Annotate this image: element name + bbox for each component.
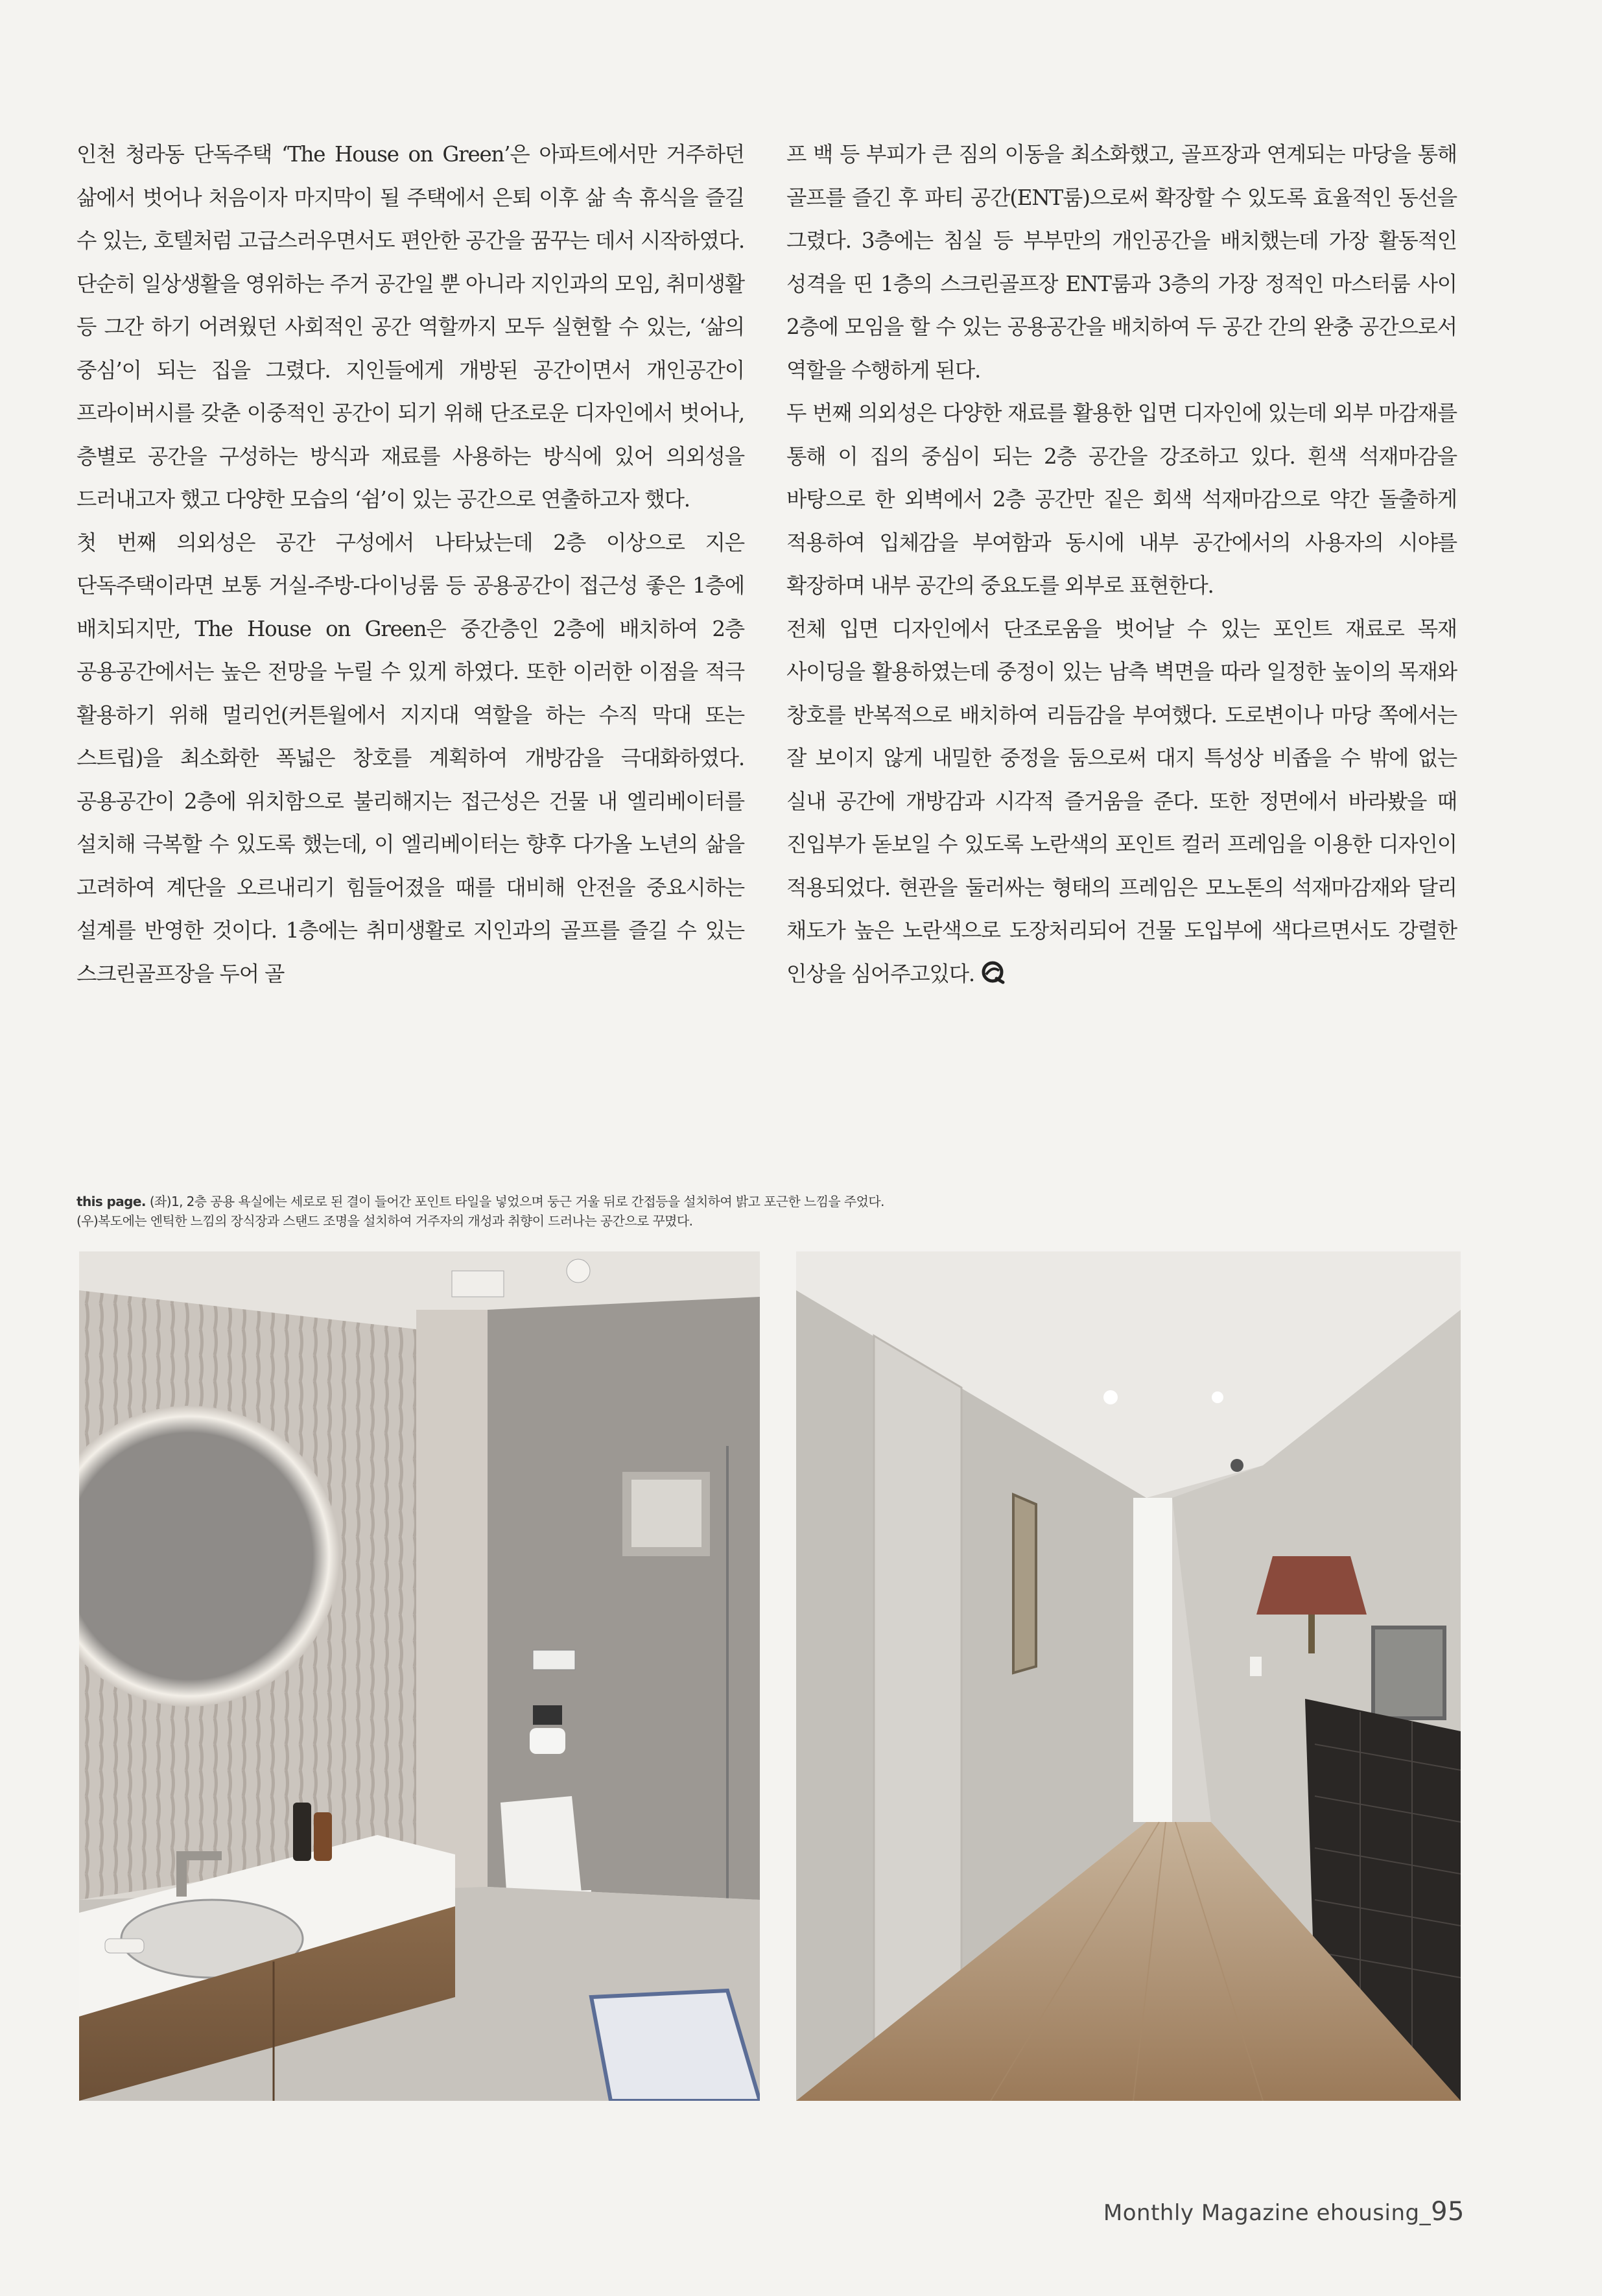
hallway-photo — [796, 1251, 1461, 2101]
folio-separator: _ — [1419, 2200, 1431, 2226]
photo-caption — [77, 1192, 1457, 1231]
caption-line: (우)복도에는 엔틱한 느낌의 장식장과 스탠드 조명을 설치하여 거주자의 개성과 취향이 드러나는 공간으로 꾸몄다. — [77, 1213, 693, 1229]
bathroom-photo — [79, 1251, 760, 2101]
caption-line: (좌)1, 2층 공용 욕실에는 세로로 된 결이 들어간 포인트 타일을 넣었으며 둥근 거울 뒤로 간접등을 설치하여 밝고 포근한 느낌을 주었다. — [149, 1194, 884, 1209]
page-folio — [1103, 2197, 1465, 2227]
article-paragraph-last — [786, 608, 1457, 996]
article-paragraph: 프 백 등 부피가 큰 짐의 이동을 최소화했고, 골프장과 연계되는 마당을 통해 골프를 즐긴 후 파티 공간(ENT룸)으로써 확장할 수 있도록 효율적인 동선을 그렸다. 3층에는 침실 등 부부만의 개인공간을 배치했는데 가장 활동적인 성격을 띤 1층의 스크린골프장 ENT룸과 3층의 가장 정적인 마스터룸 사이 2층에 모임을 할 수 있는 공용공간을 배치하여 두 공간 간의 완충 공간으로서 역할을 수행하게 된다. — [786, 142, 1457, 383]
magazine-name: Monthly Magazine ehousing — [1103, 2200, 1420, 2226]
caption-lead: this page. — [77, 1194, 146, 1209]
article-paragraph: 두 번째 의외성은 다양한 재료를 활용한 입면 디자인에 있는데 외부 마감재를 통해 이 집의 중심이 되는 2층 공간을 강조하고 있다. 흰색 석재마감을 바탕으로 한 외벽에서 2층 공간만 짙은 회색 석재마감으로 약간 돌출하게 적용하여 입체감을 부여함과 동시에 내부 공간에서의 사용자의 시야를 확장하며 내부 공간의 중요도를 외부로 표현한다. — [786, 401, 1457, 598]
hallway-illustration — [796, 1251, 1461, 2101]
article-paragraph: 인천 청라동 단독주택 ‘The House on Green’은 아파트에서만 거주하던 삶에서 벗어나 처음이자 마지막이 될 주택에서 은퇴 이후 삶 속 휴식을 즐길 수 있는, 호텔처럼 고급스러우면서도 편안한 공간을 꿈꾸는 데서 시작하였다. 단순히 일상생활을 영위하는 주거 공간일 뿐 아니라 지인과의 모임, 취미생활 등 그간 하기 어려웠던 사회적인 공간 역할까지 모두 실현할 수 있는, ‘삶의 중심’이 되는 집을 그렸다. 지인들에게 개방된 공간이면서 개인공간이 프라이버시를 갖춘 이중적인 공간이 되기 위해 단조로운 디자인에서 벗어나, 층별로 공간을 구성하는 방식과 재료를 사용하는 방식에 있어 의외성을 드러내고자 했고 다양한 모습의 ‘쉼’이 있는 공간으로 연출하고자 했다. — [77, 142, 744, 512]
article-right-column — [786, 133, 1457, 995]
magazine-end-mark-icon — [980, 956, 1006, 982]
article-paragraph: 첫 번째 의외성은 공간 구성에서 나타났는데 2층 이상으로 지은 단독주택이라면 보통 거실-주방-다이닝룸 등 공용공간이 접근성 좋은 1층에 배치되지만, The House on Green은 중간층인 2층에 배치하여 2층 공용공간에서는 높은 전망을 누릴 수 있게 하였다. 또한 이러한 이점을 적극 활용하기 위해 멀리언(커튼월에서 지지대 역할을 하는 수직 막대 또는 스트립)을 최소화한 폭넓은 창호를 계획하여 개방감을 극대화하였다. 공용공간이 2층에 위치함으로 불리해지는 접근성은 건물 내 엘리베이터를 설치해 극복할 수 있도록 했는데, 이 엘리베이터는 향후 다가올 노년의 삶을 고려하여 계단을 오르내리기 힘들어졌을 때를 대비해 안전을 중요시하는 설계를 반영한 것이다. 1층에는 취미생활로 지인과의 골프를 즐길 수 있는 스크린골프장을 두어 골 — [77, 530, 744, 986]
article-paragraph: 전체 입면 디자인에서 단조로움을 벗어날 수 있는 포인트 재료로 목재 사이딩을 활용하였는데 중정이 있는 남측 벽면을 따라 일정한 높이의 목재와 창호를 반복적으로 배치하여 리듬감을 부여했다. 도로변이나 마당 쪽에서는 잘 보이지 않게 내밀한 중정을 둠으로써 대지 특성상 비좁을 수 밖에 없는 실내 공간에 개방감과 시각적 즐거움을 준다. 또한 정면에서 바라봤을 때 진입부가 돋보일 수 있도록 노란색의 포인트 컬러 프레임을 이용한 디자인이 적용되었다. 현관을 둘러싸는 형태의 프레임은 모노톤의 석재마감재와 달리 채도가 높은 노란색으로 도장처리되어 건물 도입부에 색다르면서도 강렬한 인상을 심어주고있다. — [786, 616, 1457, 986]
article-left-column — [77, 133, 744, 995]
bathroom-illustration — [79, 1251, 760, 2101]
page-number: 95 — [1431, 2197, 1465, 2227]
